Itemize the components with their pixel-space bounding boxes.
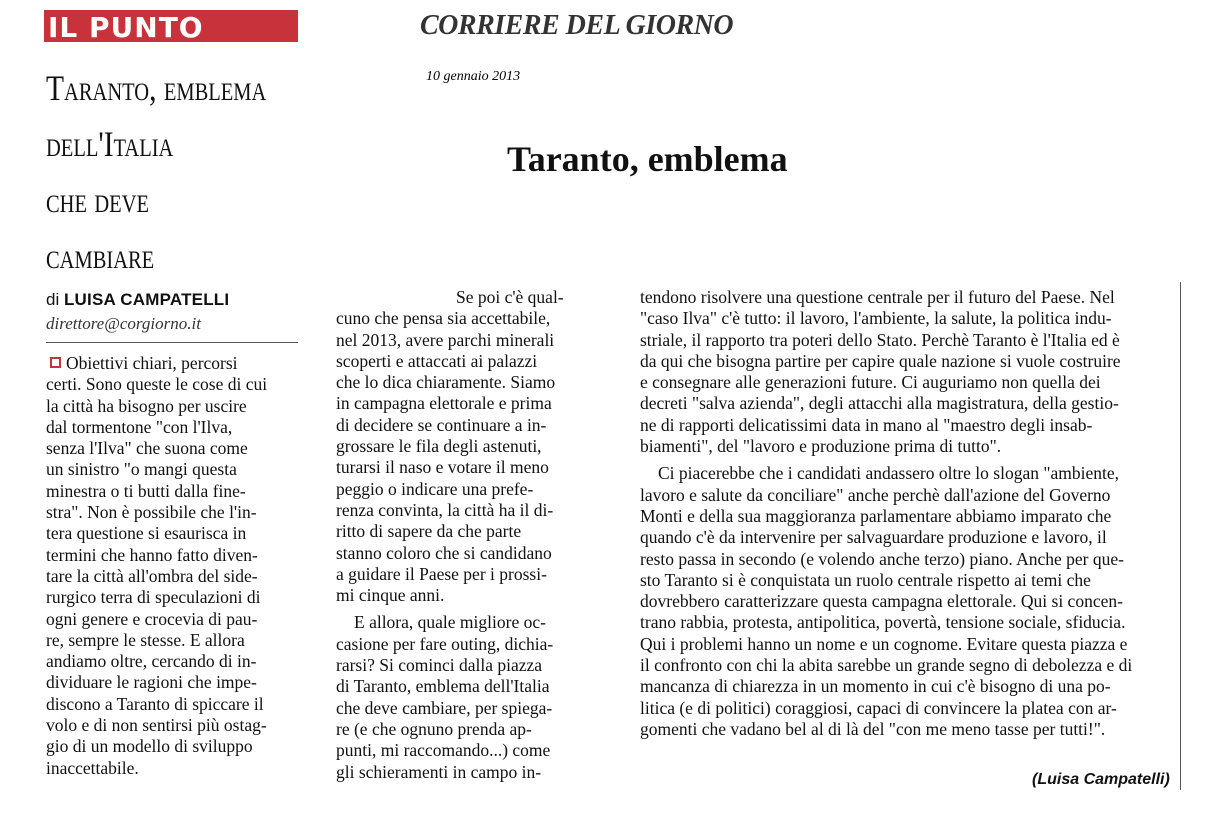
text-line: dal tormentone "con l'Ilva, xyxy=(46,416,233,437)
text-line: decreti "salva azienda", degli attacchi alla magistratura, della gestio- xyxy=(640,393,1119,414)
text-line: resto passa in secondo (e volendo anche terzo) piano. Anche per que- xyxy=(640,548,1124,569)
text-line: E allora, quale migliore oc- xyxy=(354,612,546,633)
text-line: re, sempre le stesse. E allora xyxy=(46,629,245,650)
text-line: biamenti", del "lavoro e produzione prima di tutto". xyxy=(640,436,1002,457)
text-line: cuno che pensa sia accettabile, xyxy=(336,308,551,329)
text-line: certi. Sono queste le cose di cui xyxy=(46,374,268,395)
text-line: quando c'è da intervenire per salvaguardare produzione e lavoro, il xyxy=(640,527,1107,548)
text-line: mi cinque anni. xyxy=(336,585,445,606)
text-line: gio di un modello di sviluppo xyxy=(46,736,253,757)
text-line: termini che hanno fatto diven- xyxy=(46,544,258,565)
text-line: striale, il rapporto tra poteri dello Stato. Perchè Taranto è l'Italia ed è xyxy=(640,329,1120,350)
text-line: tera questione si esaurisca in xyxy=(46,523,247,544)
text-line: Qui i problemi hanno un nome e un cognome. Evitare questa piazza e xyxy=(640,633,1128,654)
headline-line: che deve xyxy=(46,180,150,220)
sidebar-headline xyxy=(46,60,267,284)
text-line: casione per fare outing, dichia- xyxy=(336,633,554,654)
text-line: che deve cambiare, per spiega- xyxy=(336,697,553,718)
text-line: sto Taranto si è conquistata un ruolo centrale rispetto ai temi che xyxy=(640,569,1091,590)
text-line: volo e di non sentirsi più ostag- xyxy=(46,715,267,736)
author-email: direttore@corgiorno.it xyxy=(46,314,201,333)
text-line: tare la città all'ombra del side- xyxy=(46,565,258,586)
text-line: di decidere se continuare a in- xyxy=(336,414,547,435)
text-line: tendono risolvere una questione centrale per il futuro del Paese. Nel xyxy=(640,287,1115,307)
text-line: ogni genere e crocevia di pau- xyxy=(46,608,258,629)
text-line: stanno coloro che si candidano xyxy=(336,542,552,563)
byline-divider xyxy=(46,342,298,343)
article-column-2 xyxy=(336,287,594,783)
text-line: renza convinta, la città ha il di- xyxy=(336,499,554,520)
text-line: da qui che bisogna partire per capire quale nazione si vuole costruire xyxy=(640,350,1121,371)
text-line: turarsi il naso e votare il meno xyxy=(336,457,549,478)
headline-line: cambiare xyxy=(46,236,155,276)
article-column-1 xyxy=(46,353,304,779)
text-line: punti, mi raccomando...) come xyxy=(336,740,551,761)
headline-line: dell'Italia xyxy=(46,124,174,164)
text-line: inaccettabile. xyxy=(46,757,139,778)
text-line: re (e che ognuno prenda ap- xyxy=(336,718,532,739)
author-signature: (Luisa Campatelli) xyxy=(1032,771,1170,788)
text-line: grossare le fila degli astenuti, xyxy=(336,436,542,457)
text-line: e consegnare alle generazioni future. Ci auguriamo non quella dei xyxy=(640,372,1101,393)
newspaper-masthead: CORRIERE DEL GIORNO xyxy=(420,10,734,41)
rubric-label: IL PUNTO xyxy=(48,11,204,44)
text-line: peggio o indicare una prefe- xyxy=(336,478,534,499)
text-line xyxy=(46,353,304,374)
text-line: il confronto con chi la abita sarebbe un grande segno di debolezza e di xyxy=(640,655,1133,676)
text-line: gli schieramenti in campo in- xyxy=(336,761,542,782)
byline xyxy=(46,290,229,310)
square-bullet-icon xyxy=(50,357,61,368)
byline-prefix: di xyxy=(46,290,60,309)
text-line: di Taranto, emblema dell'Italia xyxy=(336,676,550,697)
text-line: senza l'Ilva" che suona come xyxy=(46,438,248,459)
main-headline: Taranto, emblema xyxy=(507,139,788,179)
text-line: un sinistro "o mangi questa xyxy=(46,459,237,480)
text-line: minestra o ti butti dalla fine- xyxy=(46,480,246,501)
text-line: scoperti e attaccati ai palazzi xyxy=(336,350,538,371)
text-line: che lo dica chiaramente. Siamo xyxy=(336,372,556,393)
text-line: la città ha bisogno per uscire xyxy=(46,395,247,416)
article-column-3 xyxy=(640,287,1168,740)
text-span: Obiettivi chiari, percorsi xyxy=(66,353,238,373)
text-line: Monti e della sua maggioranza parlamentare abbiamo imparato che xyxy=(640,505,1112,526)
text-line: trano rabbia, protesta, antipolitica, povertà, tensione sociale, sfiducia. xyxy=(640,612,1126,633)
text-line: dividuare le ragioni che impe- xyxy=(46,672,257,693)
text-line: gomenti che vadano bel al di là del "con me meno tasse per tutti!". xyxy=(640,718,1106,739)
rubric-banner xyxy=(44,10,298,42)
text-line: andiamo oltre, cercando di in- xyxy=(46,651,257,672)
text-line: rurgico terra di speculazioni di xyxy=(46,587,261,608)
text-line: Se poi c'è qual- xyxy=(456,287,564,307)
text-line: litica (e di politici) coraggiosi, capaci di convincere la platea con ar- xyxy=(640,697,1117,718)
text-line: nel 2013, avere parchi minerali xyxy=(336,329,555,350)
text-line: stra". Non è possibile che l'in- xyxy=(46,502,257,523)
text-line: discono a Taranto di spiccare il xyxy=(46,693,264,714)
publication-date: 10 gennaio 2013 xyxy=(426,69,521,84)
text-line: mancanza di chiarezza in un momento in cui c'è bisogno di una po- xyxy=(640,676,1111,697)
text-line: ritto di sapere da che parte xyxy=(336,521,522,542)
author-name: LUISA CAMPATELLI xyxy=(63,290,230,309)
column-divider xyxy=(1180,282,1181,790)
text-line: rarsi? Si cominci dalla piazza xyxy=(336,655,543,676)
text-line: "caso Ilva" c'è tutto: il lavoro, l'ambiente, la salute, la politica indu- xyxy=(640,308,1112,329)
text-line: a guidare il Paese per i prossi- xyxy=(336,563,547,584)
text-line: in campagna elettorale e prima xyxy=(336,393,552,414)
text-line: dovrebbero caratterizzare questa campagna elettorale. Qui si concen- xyxy=(640,591,1123,612)
headline-line: Taranto, emblema xyxy=(46,68,267,108)
text-line: lavoro e salute da conciliare" anche perchè dall'azione del Governo xyxy=(640,484,1111,505)
text-line: Ci piacerebbe che i candidati andassero oltre lo slogan "ambiente, xyxy=(658,463,1119,484)
text-line: ne di rapporti delicatissimi data in mano al "maestro degli insab- xyxy=(640,414,1093,435)
